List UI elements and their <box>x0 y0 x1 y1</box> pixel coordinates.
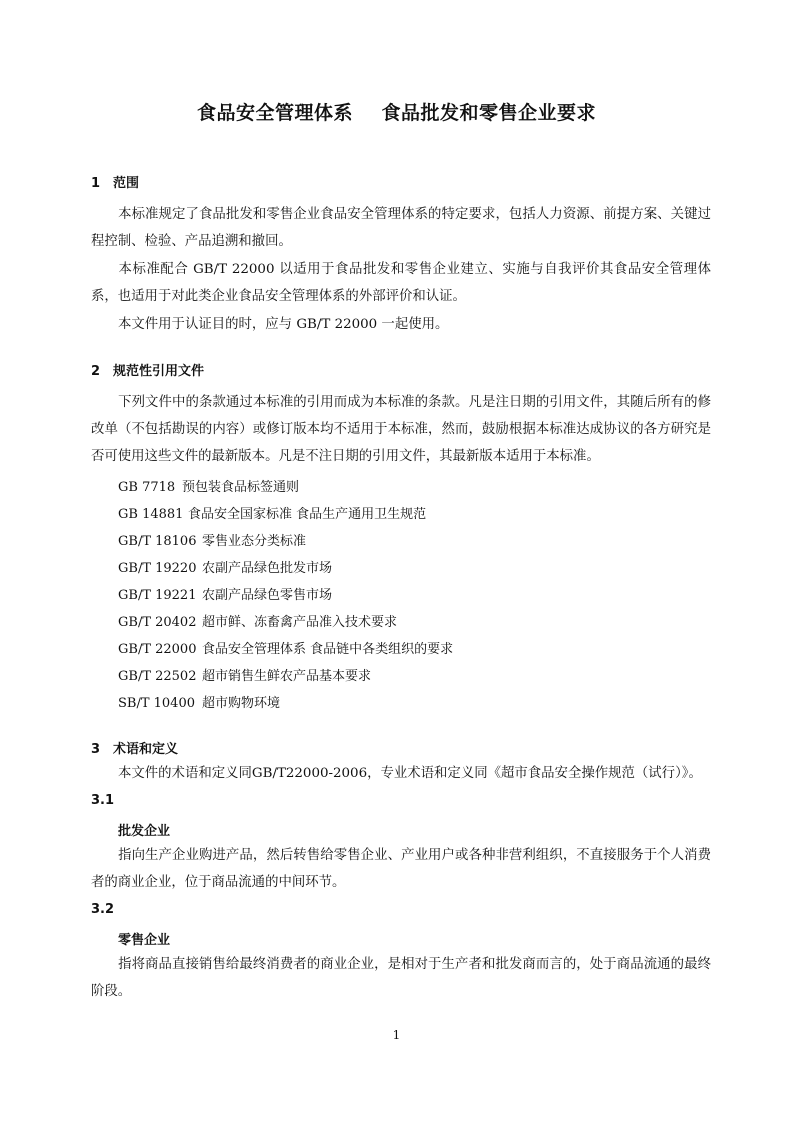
reference-item <box>118 476 299 495</box>
paragraph-text: 本标准配合 GB/T 22000 以适用于食品批发和零售企业建立、实施与自我评价其食品安全管理体系，也适用于对此类企业食品安全管理体系的外部评价和认证。 <box>91 262 711 304</box>
term-retail-enterprise: 零售企业 <box>118 933 171 948</box>
section-3-heading <box>91 738 178 757</box>
reference-code: GB 14881 <box>118 507 184 522</box>
terms-paragraph <box>91 760 711 787</box>
term-wholesale-enterprise: 批发企业 <box>118 824 171 839</box>
reference-item <box>118 692 280 711</box>
reference-code: SB/T 10400 <box>118 696 195 711</box>
reference-code: GB/T 19220 <box>118 561 197 576</box>
section-number: 3 <box>91 742 101 757</box>
normative-references-paragraph <box>91 389 711 470</box>
reference-code: GB/T 22000 <box>118 642 197 657</box>
clause-number: 3.1 <box>91 793 115 808</box>
reference-code: GB/T 22502 <box>118 669 197 684</box>
reference-item <box>118 584 332 603</box>
document-title: 食品安全管理体系 食品批发和零售企业要求 <box>197 102 596 124</box>
reference-title: 农副产品绿色零售市场 <box>202 588 333 603</box>
scope-paragraph-1 <box>91 201 711 255</box>
paragraph-text: 下列文件中的条款通过本标准的引用而成为本标准的条款。凡是注日期的引用文件，其随后所有的修改单（不包括勘误的内容）或修订版本均不适用于本标准，然而，鼓励根据本标准达成协议的各方研究是否可使用这些文件的最新版本。凡是不注日期的引用文件，其最新版本适用于本标准。 <box>91 395 711 464</box>
term-definition <box>91 842 711 896</box>
reference-title: 零售业态分类标准 <box>202 534 307 549</box>
paragraph-text: 指将商品直接销售给最终消费者的商业企业，是相对于生产者和批发商而言的，处于商品流通的最终阶段。 <box>91 957 711 999</box>
reference-item <box>118 503 426 522</box>
reference-title: 食品安全管理体系 食品链中各类组织的要求 <box>202 642 454 657</box>
section-1-heading <box>91 172 139 191</box>
reference-title: 超市销售生鲜农产品基本要求 <box>202 669 372 684</box>
section-title: 范围 <box>113 176 140 191</box>
clause-number: 3.2 <box>91 902 115 917</box>
paragraph-text: 指向生产企业购进产品，然后转售给零售企业、产业用户或各种非营利组织，不直接服务于个人消费者的商业企业，位于商品流通的中间环节。 <box>91 848 711 890</box>
reference-code: GB/T 19221 <box>118 588 197 603</box>
section-2-heading <box>91 360 204 379</box>
reference-item <box>118 665 371 684</box>
scope-paragraph-2 <box>91 256 711 310</box>
section-number: 1 <box>91 176 101 191</box>
reference-code: GB/T 18106 <box>118 534 197 549</box>
page-number: 1 <box>392 1028 401 1042</box>
term-definition <box>91 951 711 1005</box>
paragraph-text: 本标准规定了食品批发和零售企业食品安全管理体系的特定要求，包括人力资源、前提方案、关键过程控制、检验、产品追溯和撤回。 <box>91 207 711 249</box>
reference-title: 超市购物环境 <box>202 696 281 711</box>
reference-title: 食品安全国家标准 食品生产通用卫生规范 <box>188 507 427 522</box>
reference-code: GB/T 20402 <box>118 615 197 630</box>
reference-title: 农副产品绿色批发市场 <box>202 561 333 576</box>
reference-code: GB 7718 <box>118 480 176 495</box>
scope-paragraph-3 <box>91 311 711 338</box>
paragraph-text: 本文件用于认证目的时，应与 GB/T 22000 一起使用。 <box>118 317 449 332</box>
reference-title: 超市鲜、冻畜禽产品准入技术要求 <box>202 615 398 630</box>
reference-item <box>118 557 332 576</box>
reference-item <box>118 638 453 657</box>
section-number: 2 <box>91 364 101 379</box>
reference-item <box>118 611 397 630</box>
reference-title: 预包装食品标签通则 <box>182 480 300 495</box>
section-title: 术语和定义 <box>113 742 179 757</box>
section-title: 规范性引用文件 <box>113 364 205 379</box>
reference-item <box>118 530 306 549</box>
paragraph-text: 本文件的术语和定义同GB/T22000-2006，专业术语和定义同《超市食品安全操作规范（试行）》。 <box>118 766 702 781</box>
